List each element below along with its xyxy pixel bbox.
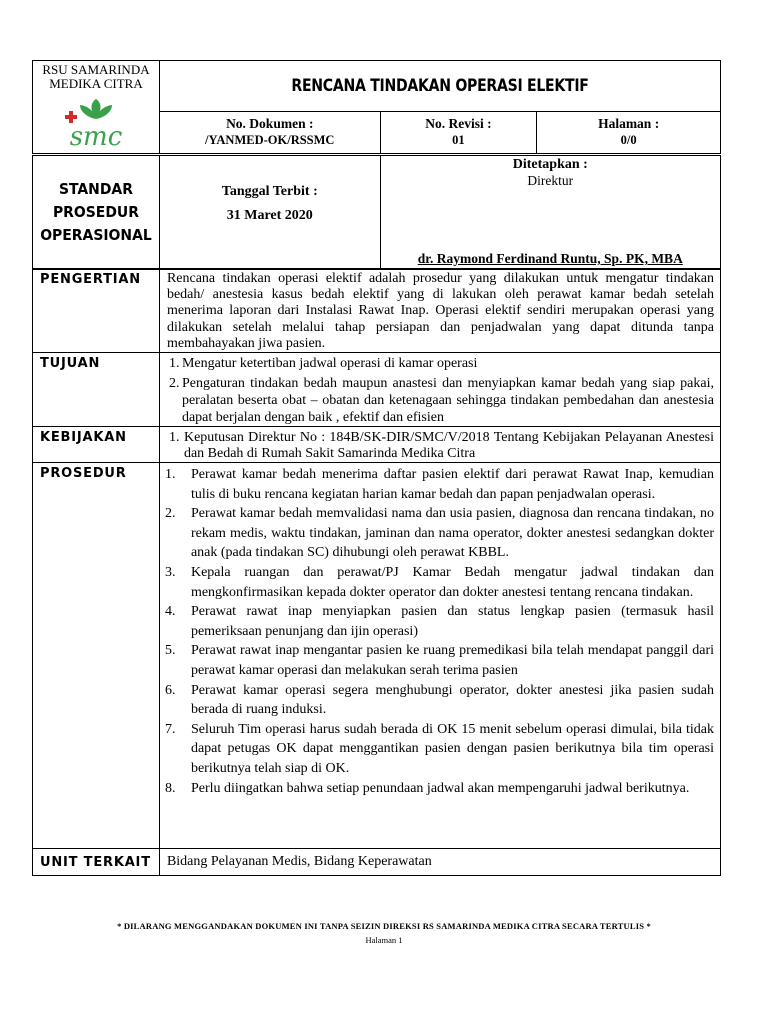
list-item: 2. Perawat kamar bedah memvalidasi nama dan usia pasien, diagnosa dan rencana tindakan, no rekam medis, waktu tindakan, jaminan dan nama operator, dokter anestesi sedangkan dokter anak (pada tindakan SC) dihubungi oleh perawat KBBL. (164, 506, 714, 561)
list-item: 8. Perlu diingatkan bahwa setiap penundaan jadwal akan mempengaruhi jadwal berikutnya. (164, 780, 690, 796)
prosedur-label: PROSEDUR (40, 466, 127, 482)
header-table (32, 60, 721, 270)
section-pengertian (33, 269, 721, 353)
hospital-logo (56, 97, 136, 153)
title-cell (159, 61, 720, 112)
hospital-cell (33, 61, 160, 155)
unit-terkait-label: UNIT TERKAIT (40, 854, 151, 870)
list-item: 5. Perawat rawat inap mengantar pasien ke ruang premedikasi bila telah mendapat panggil dari perawat kamar operasi dan melakukan serah terima pasien (164, 643, 714, 678)
page-value: 0/0 (620, 133, 637, 148)
list-item: 1. Perawat kamar bedah menerima daftar pasien elektif dari perawat Rawat Inap, kemudian tulis di buku rencana kegiatan harian kamar bedah dan papan penjadwalan operasi. (164, 467, 714, 502)
logo-text: smc (69, 122, 123, 152)
list-item: 2. Pengaturan tindakan bedah maupun anastesi dan menyiapkan kamar bedah yang siap pakai, peralatan beserta obat – obatan dan ketenagaan sehingga tindakan pembedahan dan anestesia dapat berjalan dengan baik , efektif dan efisien (168, 376, 714, 426)
section-kebijakan (33, 427, 721, 463)
page-cell (537, 111, 721, 154)
sop-line1: STANDAR (59, 180, 133, 198)
footer-warning: * DILARANG MENGGANDAKAN DOKUMEN INI TANPA SEIZIN DIREKSI RS SAMARINDA MEDIKA CITRA SECARA TERTULIS * (117, 921, 651, 931)
section-prosedur (33, 463, 721, 849)
revision-value: 01 (452, 133, 465, 148)
sop-cell (33, 155, 160, 270)
pengertian-label: PENGERTIAN (40, 272, 141, 287)
hospital-name-line2: MEDIKA CITRA (49, 76, 143, 91)
issue-date-value: 31 Maret 2020 (226, 208, 313, 223)
revision-label: No. Revisi : (425, 116, 492, 132)
content-table (32, 268, 721, 876)
kebijakan-label: KEBIJAKAN (40, 430, 127, 446)
pengertian-text: Rencana tindakan operasi elektif adalah prosedur yang dilakukan untuk mengatur tindakan bedah/ anestesia kasus bedah elektif yang di lakukan oleh perawat kamar bedah setelah menerima laporan dari Instalasi Rawat Inap. Operasi elektif sendiri merupakan operasi yang dilakukan setelah melalui tahap persiapan dan penjadwalan yang dapat ditunda tanpa membahayakan jiwa pasien. (166, 271, 714, 351)
approval-cell (380, 155, 720, 270)
unit-terkait-text: Bidang Pelayanan Medis, Bidang Keperawatan (166, 853, 432, 869)
approved-role: Direktur (527, 173, 574, 188)
list-item: 1. Keputusan Direktur No : 184B/SK-DIR/SMC/V/2018 Tentang Kebijakan Pelayanan Anestesi dan Bedah di Rumah Sakit Samarinda Medika Citra (168, 430, 714, 461)
section-tujuan (33, 353, 721, 427)
kebijakan-list (160, 427, 720, 461)
doc-number-cell (159, 111, 380, 154)
doc-number-label: No. Dokumen : (226, 116, 314, 132)
sop-line2: PROSEDUR (52, 203, 139, 221)
hospital-name (33, 61, 159, 91)
doc-number-value: /YANMED-OK/RSSMC (205, 133, 335, 148)
revision-cell (380, 111, 537, 154)
tujuan-list (160, 353, 720, 426)
document-title: RENCANA TINDAKAN OPERASI ELEKTIF (291, 75, 589, 96)
tujuan-label: TUJUAN (40, 356, 101, 372)
list-item: 3. Kepala ruangan dan perawat/PJ Kamar Bedah mengatur jadwal tindakan dan mengkonfirmasikan kepada dokter operator dan dokter anestesi tentang rencana tindakan. (164, 564, 714, 600)
list-item: 4. Perawat rawat inap menyiapkan pasien dan status lengkap pasien (termasuk hasil pemeriksaan penunjang dan ijin operasi) (164, 604, 714, 639)
section-unit-terkait (33, 849, 721, 876)
approved-label: Ditetapkan : (512, 157, 588, 172)
prosedur-list (160, 463, 720, 798)
hospital-name-line1: RSU SAMARINDA (42, 62, 150, 77)
sop-title (33, 178, 159, 247)
sop-line3: OPERASIONAL (40, 226, 152, 244)
page-label: Halaman : (598, 116, 660, 132)
list-item: 1. Mengatur ketertiban jadwal operasi di kamar operasi (168, 356, 478, 372)
issue-date-cell (159, 155, 380, 270)
footer-page-number: Halaman 1 (365, 935, 403, 945)
leaf-icon (80, 99, 112, 119)
approved-name: dr. Raymond Ferdinand Runtu, Sp. PK, MBA (417, 251, 683, 266)
list-item: 7. Seluruh Tim operasi harus sudah berada di OK 15 menit sebelum operasi dimulai, bila tidak dapat petugas OK dapat menggantikan pasien dengan pasien berikutnya bila tim operasi berikutnya telah siap di OK. (164, 721, 714, 776)
issue-date-label: Tanggal Terbit : (221, 184, 318, 199)
list-item: 6. Perawat kamar operasi segera menghubungi operator, dokter anestesi jika pasien sudah berada di ruang induksi. (164, 682, 714, 718)
